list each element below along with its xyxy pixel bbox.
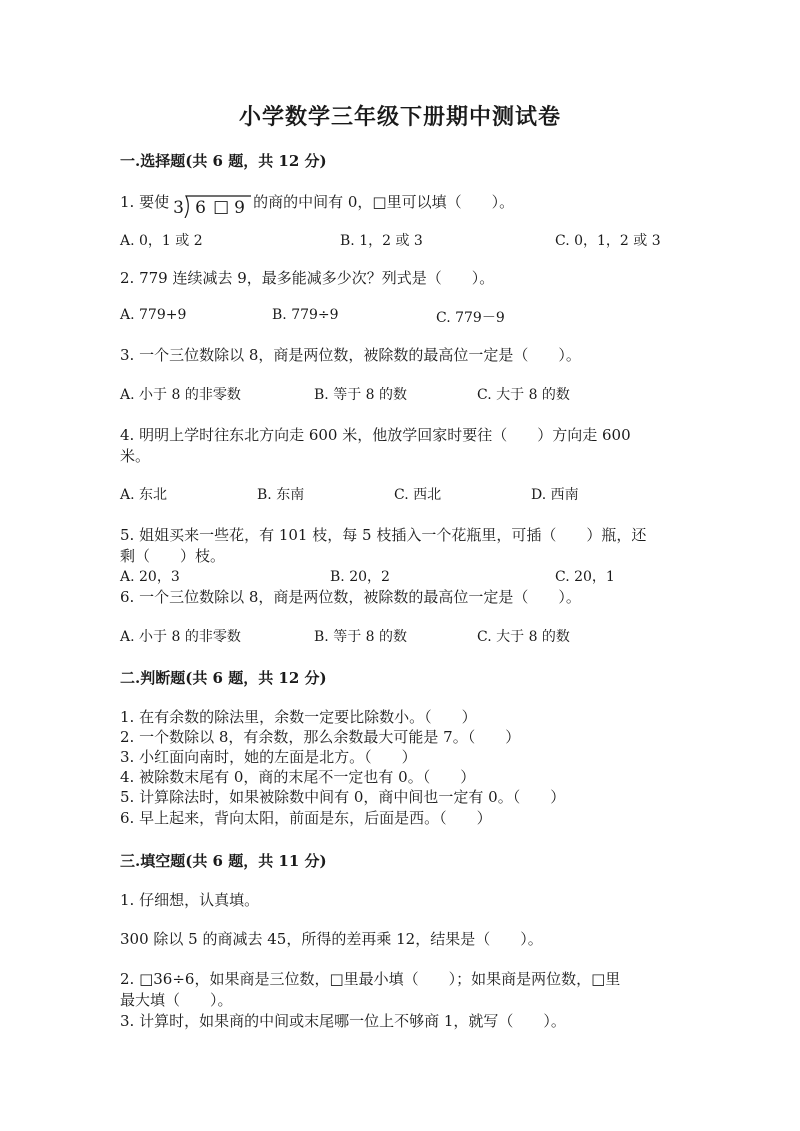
long-division-symbol [171,188,251,218]
fill-question-3: 3. 计算时，如果商的中间或末尾哪一位上不够商 1，就写（ ）。 [120,1012,566,1030]
choice-q3-option-c[interactable]: C. 大于 8 的数 [477,387,570,403]
choice-q3-option-b[interactable]: B. 等于 8 的数 [314,387,407,403]
judge-item: 3. 小红面向南时，她的左面是北方。（ ） [120,748,417,766]
fill-question-2-line-1: 2. □36÷6，如果商是三位数，□里最小填（ ）；如果商是两位数，□里 [120,970,621,988]
section-heading-fill: 三.填空题(共 6 题，共 11 分) [120,852,327,870]
section-heading-judge: 二.判断题(共 6 题，共 12 分) [120,669,327,687]
choice-q4-option-d[interactable]: D. 西南 [531,487,579,503]
dividend-digit-1: 6 [195,198,206,218]
divisor: 3 [173,198,184,218]
choice-q2-option-a[interactable]: A. 779+9 [120,307,187,323]
section-heading-choice: 一.选择题(共 6 题，共 12 分) [120,152,327,170]
choice-question-5-line-2: 剩（ ）枝。 [120,547,226,565]
q1-suffix: 的商的中间有 0，□里可以填（ ）。 [253,193,515,211]
choice-q5-option-a[interactable]: A. 20，3 [120,569,180,585]
choice-q1-option-c[interactable]: C. 0，1，2 或 3 [555,233,661,249]
choice-q6-option-b[interactable]: B. 等于 8 的数 [314,629,407,645]
dividend-digit-3: 9 [234,198,245,218]
choice-question-6: 6. 一个三位数除以 8，商是两位数，被除数的最高位一定是（ ）。 [120,588,581,606]
fill-question-1-body: 300 除以 5 的商减去 45，所得的差再乘 12，结果是（ ）。 [120,930,543,948]
choice-q2-option-c[interactable]: C. 779－9 [436,310,505,326]
judge-item: 4. 被除数末尾有 0，商的末尾不一定也有 0。（ ） [120,768,476,786]
choice-q3-option-a[interactable]: A. 小于 8 的非零数 [120,387,241,403]
q1-prefix: 1. 要使 [120,193,170,211]
choice-q6-option-c[interactable]: C. 大于 8 的数 [477,629,570,645]
choice-question-4-line-1: 4. 明明上学时往东北方向走 600 米，他放学回家时要往（ ）方向走 600 [120,426,631,444]
judge-item: 1. 在有余数的除法里，余数一定要比除数小。（ ） [120,708,477,726]
choice-q1-option-a[interactable]: A. 0，1 或 2 [120,233,203,249]
choice-question-4-line-2: 米。 [120,447,151,465]
judge-item: 2. 一个数除以 8，有余数，那么余数最大可能是 7。（ ） [120,728,521,746]
choice-q5-option-c[interactable]: C. 20，1 [555,569,615,585]
page-title: 小学数学三年级下册期中测试卷 [238,104,561,130]
choice-question-2: 2. 779 连续减去 9，最多能减多少次？列式是（ ）。 [120,269,495,287]
choice-question-3: 3. 一个三位数除以 8，商是两位数，被除数的最高位一定是（ ）。 [120,346,581,364]
choice-q2-option-b[interactable]: B. 779÷9 [272,307,339,323]
judge-item: 5. 计算除法时，如果被除数中间有 0，商中间也一定有 0。（ ） [120,788,566,806]
judge-item: 6. 早上起来，背向太阳，前面是东，后面是西。（ ） [120,809,492,827]
choice-q6-option-a[interactable]: A. 小于 8 的非零数 [120,629,241,645]
choice-question-5-line-1: 5. 姐姐买来一些花，有 101 枝，每 5 枝插入一个花瓶里，可插（ ）瓶，还 [120,526,647,544]
choice-question-1 [120,188,514,218]
choice-q4-option-a[interactable]: A. 东北 [120,487,168,503]
fill-question-1-intro: 1. 仔细想，认真填。 [120,891,260,909]
choice-q1-option-b[interactable]: B. 1，2 或 3 [340,233,423,249]
choice-q5-option-b[interactable]: B. 20，2 [330,569,390,585]
dividend-blank-box: □ [213,197,230,217]
choice-q4-option-b[interactable]: B. 东南 [257,487,305,503]
choice-q4-option-c[interactable]: C. 西北 [394,487,442,503]
fill-question-2-line-2: 最大填（ ）。 [120,991,233,1009]
